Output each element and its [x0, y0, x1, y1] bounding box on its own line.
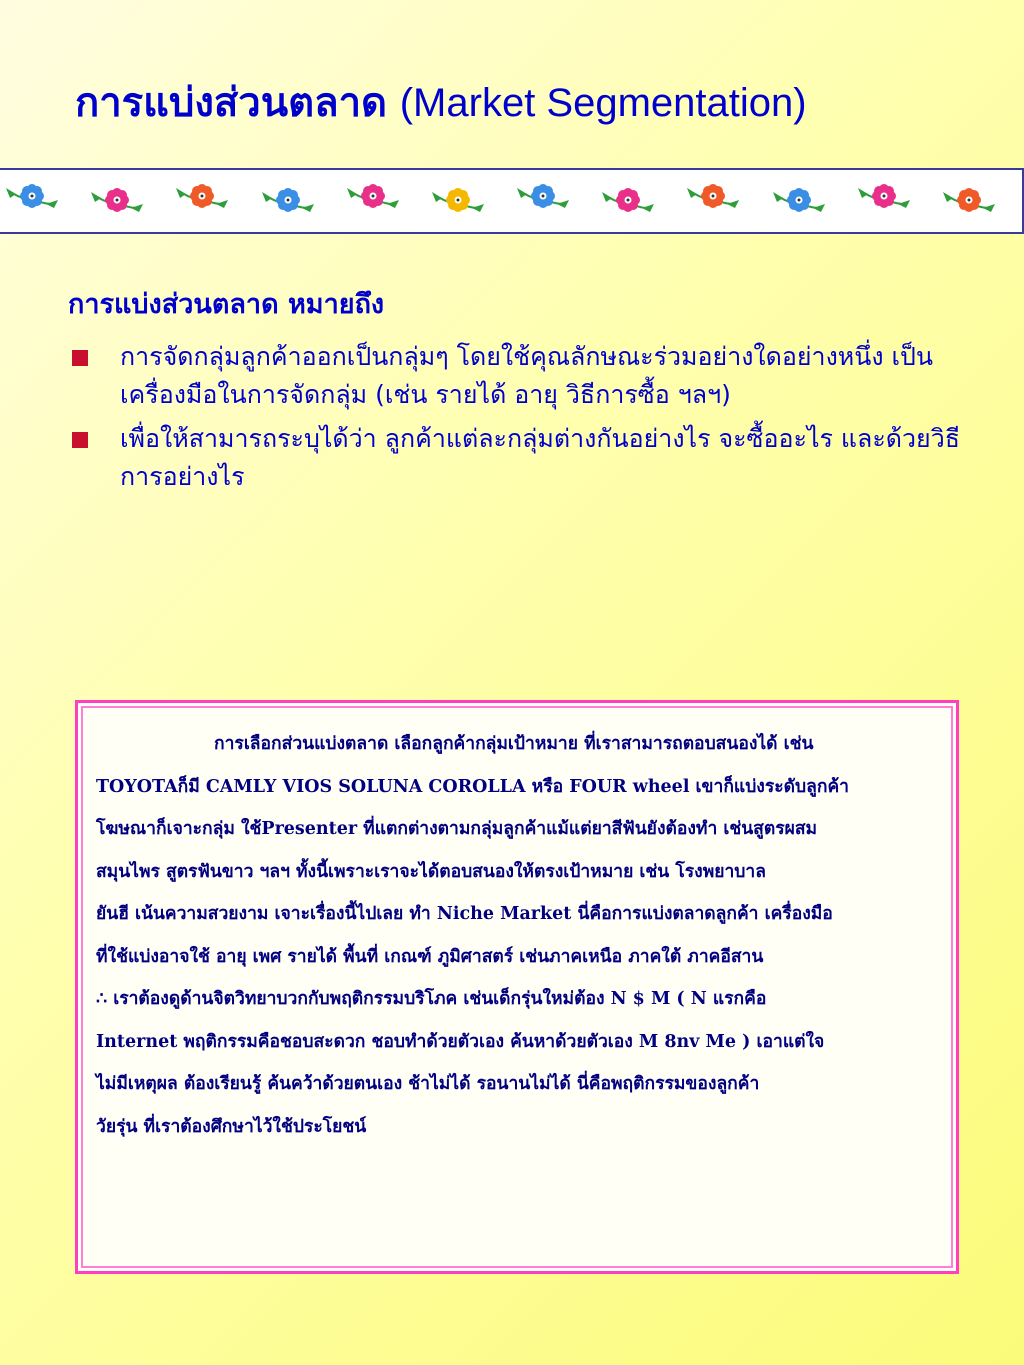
paragraph-line: TOYOTAก็มี CAMLY VIOS SOLUNA COROLLA หรือ FOUR wheel เขาก็แบ่งระดับลูกค้า [96, 776, 849, 797]
flower-yellow-icon [428, 178, 488, 226]
flower-blue-icon [2, 174, 62, 222]
paragraph-line: ∴ เราต้องดูด้านจิตวิทยาบวกกับพฤติกรรมบริโภค เช่นเด็กรุ่นใหม่ต้อง N $ M ( N แรกคือ [96, 989, 767, 1009]
paragraph-line: ยันฮี เน้นความสวยงาม เจาะเรื่องนี้ไปเลย ทำ Niche Market นี่คือการแบ่งตลาดลูกค้า เครื่องมือ [96, 904, 833, 924]
paragraph-line: วัยรุ่น ที่เราต้องศึกษาไว้ใช้ประโยชน์ [96, 1116, 367, 1137]
paragraph-line: Internet พฤติกรรมคือชอบสะดวก ชอบทำด้วยตัวเอง ค้นหาด้วยตัวเอง M 8nv Me ) เอาแต่ใจ [96, 1031, 825, 1052]
flower-orange-icon [939, 178, 999, 226]
list-item [68, 338, 968, 414]
definition-heading: การแบ่งส่วนตลาด หมายถึง [68, 289, 385, 320]
square-bullet-icon [72, 432, 88, 448]
page-title [75, 70, 807, 134]
flower-pink-icon [343, 174, 403, 222]
flower-blue-icon [769, 178, 829, 226]
paragraph-line: โฆษณาก็เจาะกลุ่ม ใช้Presenter ที่แตกต่างตามกลุ่มลูกค้าแม้แต่ยาสีฟันยังต้องทำ เช่นสูตรผสม [96, 819, 818, 839]
flower-border-band [0, 168, 1024, 234]
definition-list [68, 338, 968, 502]
example-paragraph [96, 723, 941, 1148]
flower-orange-icon [683, 174, 743, 222]
flower-blue-icon [513, 174, 573, 222]
flower-pink-icon [87, 178, 147, 226]
square-bullet-icon [72, 350, 88, 366]
title-thai: การแบ่งส่วนตลาด [75, 80, 388, 126]
flower-pink-icon [854, 174, 914, 222]
list-item [68, 420, 968, 496]
paragraph-line: สมุนไพร สูตรฟันขาว ฯลฯ ทั้งนี้เพราะเราจะได้ตอบสนองให้ตรงเป้าหมาย เช่น โรงพยาบาล [96, 861, 766, 882]
flower-pink-icon [598, 178, 658, 226]
bullet-text: การจัดกลุ่มลูกค้าออกเป็นกลุ่มๆ โดยใช้คุณลักษณะร่วมอย่างใดอย่างหนึ่ง เป็นเครื่องมือในการจัดกลุ่ม (เช่น รายได้ อายุ วิธีการซื้อ ฯลฯ) [120, 342, 934, 409]
flower-blue-icon [258, 178, 318, 226]
paragraph-line: การเลือกส่วนแบ่งตลาด เลือกลูกค้ากลุ่มเป้าหมาย ที่เราสามารถตอบสนองได้ เช่น [214, 734, 814, 754]
paragraph-line: ไม่มีเหตุผล ต้องเรียนรู้ ค้นคว้าด้วยตนเอง ช้าไม่ได้ รอนานไม่ได้ นี่คือพฤติกรรมของลูกค้า [96, 1074, 760, 1094]
title-english: (Market Segmentation) [399, 81, 807, 125]
example-text-box [75, 700, 959, 1274]
flower-orange-icon [172, 174, 232, 222]
bullet-text: เพื่อให้สามารถระบุได้ว่า ลูกค้าแต่ละกลุ่มต่างกันอย่างไร จะซื้ออะไร และด้วยวิธีการอย่างไร [120, 424, 961, 491]
paragraph-line: ที่ใช้แบ่งอาจใช้ อายุ เพศ รายได้ พื้นที่ เกณฑ์ ภูมิศาสตร์ เช่นภาคเหนือ ภาคใต้ ภาคอีสาน [96, 946, 764, 967]
